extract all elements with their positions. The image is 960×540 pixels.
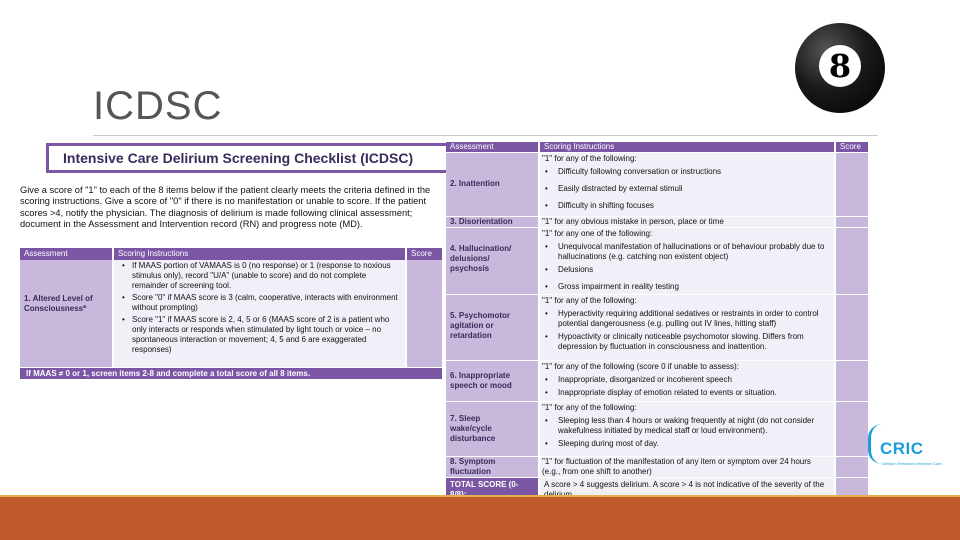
- list-item: • Delusions: [544, 265, 830, 275]
- scoring-cell: [540, 228, 834, 294]
- checklist-header: [46, 143, 458, 173]
- scoring-cell: [540, 402, 834, 456]
- eight-ball-number: 8: [819, 45, 861, 87]
- icdsc-intro-panel: [20, 141, 442, 379]
- scoring-cell: [540, 217, 834, 227]
- score-cell: [407, 260, 442, 367]
- assessment-label: 7. Sleep wake/cycle disturbance: [450, 414, 496, 443]
- score-cell: [836, 153, 868, 216]
- list-item: • Inappropriate, disorganized or incoherent speech: [544, 375, 830, 385]
- assessment-cell: [446, 361, 538, 401]
- list-item: • Score "1" if MAAS score is 2, 4, 5 or 6 (MAAS score of 2 is a patient who only interacts or responds when stimulated by light touch or voice – no spontaneous interaction or movement; 4, 5 and 6 are exaggerated responses): [122, 315, 401, 355]
- assessment-cell: [446, 153, 538, 216]
- assessment-cell: [20, 260, 112, 367]
- checklist-instructions: Give a score of "1" to each of the 8 items below if the patient clearly meets the criteria defined in the scoring instructions. Give a score of "0" if there is no manifestation or unable to score. If the patient scores >4, notify the physician. The diagnosis of delirium is made following clinical assessment; document in the Assessment and Intervention record (RN) and progress note (MD).: [20, 185, 431, 229]
- assessment-cell: [446, 295, 538, 360]
- checklist-title: Intensive Care Delirium Screening Checklist (ICDSC): [63, 150, 414, 166]
- table-row: [446, 228, 868, 294]
- total-score-note: A score > 4 suggests delirium. A score > 4 is not indicative of the severity of the: [540, 478, 834, 499]
- scoring-cell: [114, 260, 405, 367]
- title-divider: [93, 135, 878, 136]
- scoring-cell: [540, 153, 834, 216]
- assessment-label: 6. Inappropriate speech or mood: [450, 371, 512, 390]
- assessment-cell: [446, 217, 538, 227]
- list-item: • Sleeping during most of day.: [544, 439, 830, 449]
- list-item: • Inappropriate display of emotion related to events or situation.: [544, 388, 830, 398]
- list-item: • Gross impairment in reality testing: [544, 282, 830, 292]
- list-item: • Hyperactivity requiring additional sedatives or restraints in order to control potential dangerousness (e.g. pulling out IV lines, hitting staff): [544, 309, 830, 329]
- list-item: • Sleeping less than 4 hours or waking frequently at night (do not consider wakefulness initiated by medical staff or loud environment).: [544, 416, 830, 436]
- score-cell: [836, 402, 868, 456]
- scoring-lead: "1" for fluctuation of the manifestation of any item or symptom over 24 hours (e.g., from one shift to another): [542, 457, 811, 476]
- table-row: [446, 361, 868, 401]
- score-cell: [836, 217, 868, 227]
- scoring-lead: "1" for any of the following:: [542, 154, 637, 163]
- column-header-scoring: Scoring Instructions: [114, 248, 405, 260]
- table-footer-note: If MAAS ≠ 0 or 1, screen items 2-8 and complete a total score of all 8 items.: [20, 368, 442, 379]
- slide-title: ICDSC: [93, 84, 223, 128]
- list-item: • Score "0" if MAAS score is 3 (calm, cooperative, interacts with environment without prompting): [122, 293, 401, 313]
- assessment-label: 8. Symptom fluctuation: [450, 457, 496, 476]
- list-item: • Difficulty in shifting focuses: [544, 201, 830, 211]
- list-item: • Hypoactivity or clinically noticeable psychomotor slowing. Differs from depression by fluctuation in consciousness and inattention.: [544, 332, 830, 352]
- scoring-lead: "1" for any one of the following:: [542, 229, 653, 238]
- column-header-assessment: Assessment: [20, 248, 112, 260]
- column-header-assessment: Assessment: [446, 142, 538, 152]
- column-header-score: Score: [407, 248, 442, 260]
- scoring-lead: "1" for any obvious mistake in person, place or time: [542, 217, 724, 226]
- table-row: [446, 217, 868, 227]
- table-row: [446, 153, 868, 216]
- assessment-label: 5. Psychomotor agitation or retardation: [450, 311, 511, 340]
- table-row: [446, 402, 868, 456]
- eight-ball-icon: [795, 23, 885, 113]
- assessment-label: 1. Altered Level of Consciousness*: [24, 294, 93, 313]
- scoring-lead: "1" for any of the following:: [542, 296, 637, 305]
- scoring-cell: [540, 295, 834, 360]
- scoring-lead: "1" for any of the following (score 0 if unable to assess):: [542, 362, 739, 371]
- cric-logo: [868, 424, 948, 470]
- assessment-cell: [446, 402, 538, 456]
- list-item: • If MAAS portion of VAMAAS is 0 (no response) or 1 (response to noxious stimulus only), record "U/A" (unable to score) and do not complete remainder of screening tool.: [122, 261, 401, 291]
- score-cell: [836, 295, 868, 360]
- list-item: • Unequivocal manifestation of hallucinations or of behaviour probably due to hallucinations (e.g. catching non existent object): [544, 242, 830, 262]
- scoring-cell: [540, 361, 834, 401]
- assessment-cell: [446, 457, 538, 477]
- assessment-label: 3. Disorientation: [450, 217, 513, 226]
- assessment-cell: [446, 228, 538, 294]
- list-item: • Difficulty following conversation or instructions: [544, 167, 830, 177]
- logo-subtext: Delirium Research Intensive Care: [882, 461, 942, 466]
- scoring-cell: [540, 457, 834, 477]
- table-row: [446, 295, 868, 360]
- score-cell: [836, 361, 868, 401]
- column-header-score: Score: [836, 142, 868, 152]
- column-header-scoring: Scoring Instructions: [540, 142, 834, 152]
- table-row: [446, 457, 868, 477]
- assessment-label: 4. Hallucination/ delusions/ psychosis: [450, 244, 512, 273]
- score-cell: [836, 228, 868, 294]
- list-item: • Easily distracted by external stimuli: [544, 184, 830, 194]
- logo-text: CRIC: [880, 439, 924, 458]
- score-cell: [836, 457, 868, 477]
- assessment-label: 2. Inattention: [450, 179, 500, 188]
- icdsc-scoring-table: [446, 142, 868, 499]
- consciousness-table: [20, 248, 442, 379]
- total-score-label: TOTAL SCORE (0-: [446, 478, 538, 499]
- scoring-lead: "1" for any of the following:: [542, 403, 637, 412]
- footer-bar: [0, 497, 960, 540]
